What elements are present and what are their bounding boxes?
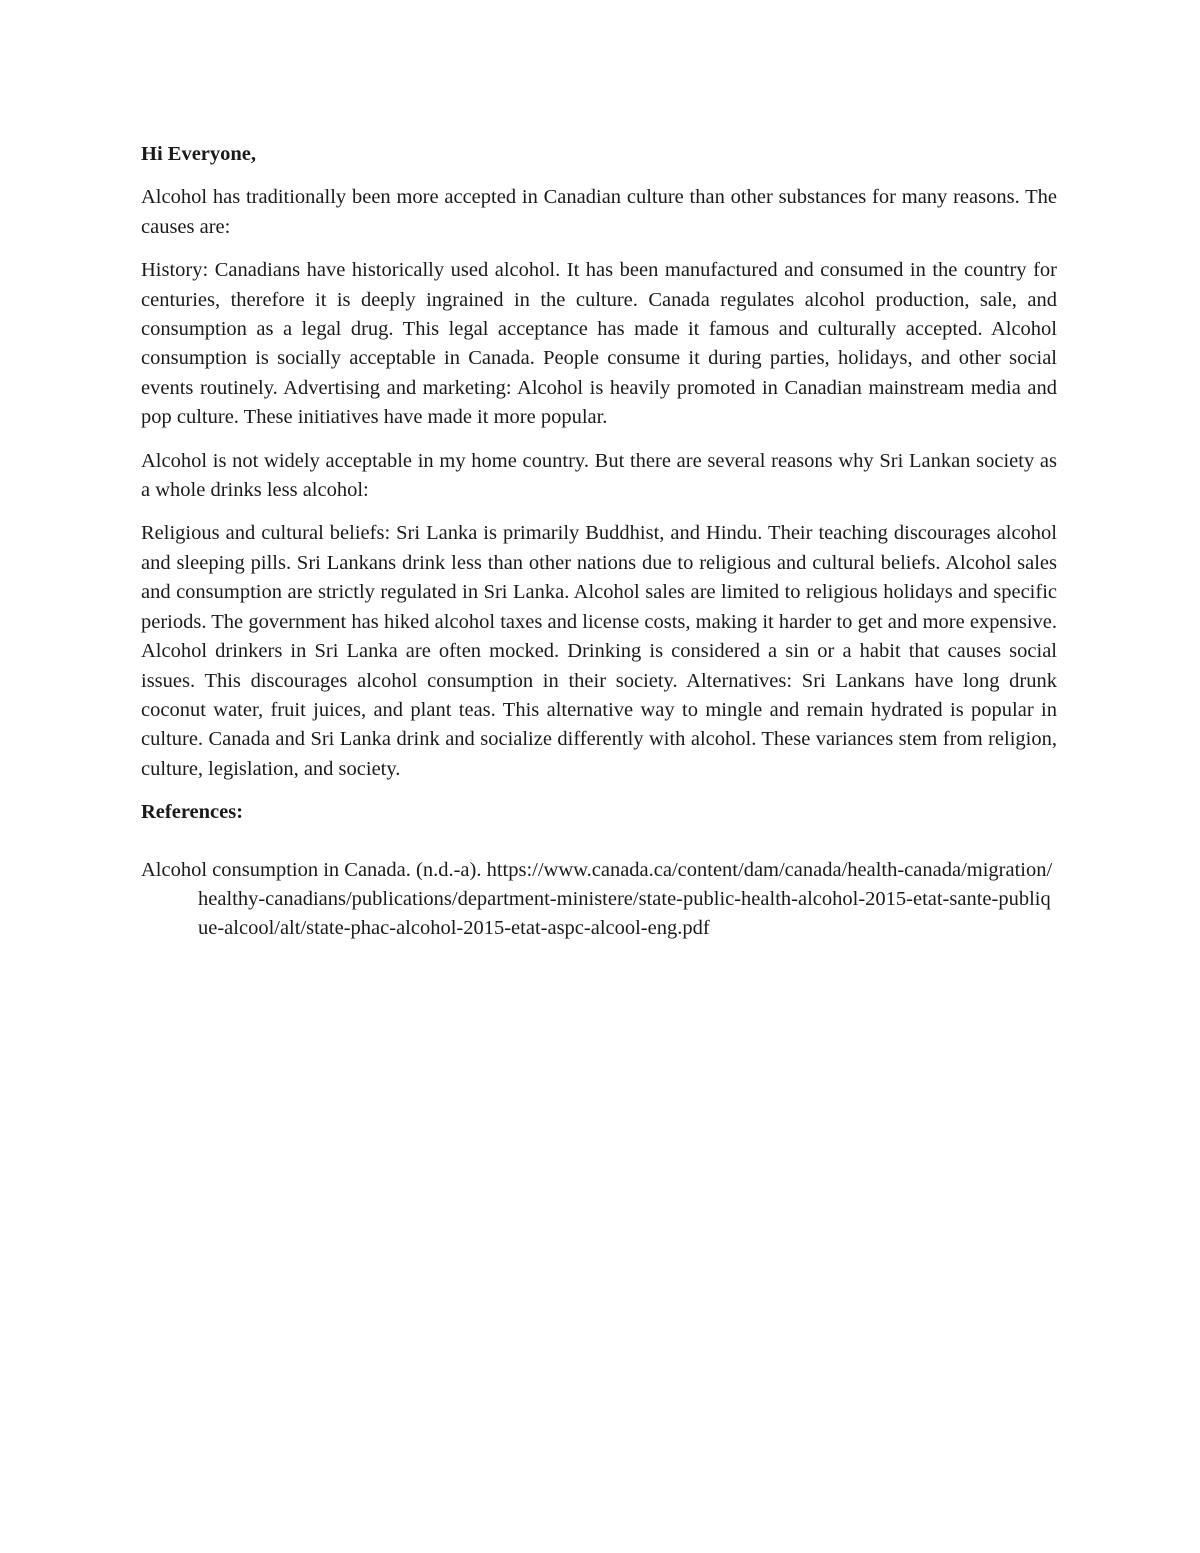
paragraph-home-country: Alcohol is not widely acceptable in my home country. But there are several reasons why Sri Lankan society as a whole drinks less alcohol: [141,449,1057,502]
paragraph-history: History: Canadians have historically used alcohol. It has been manufactured and consumed in the country for centuries, therefore it is deeply ingrained in the culture. Canada regulates alcohol production, sale, and consumption as a legal drug. This legal acceptance has made it famous and culturally accepted. Alcohol consumption is socially acceptable in Canada. People consume it during parties, holidays, and other social events routinely. Advertising and marketing: Alcohol is heavily promoted in Canadian mainstream media and pop culture. These initiatives have made it more popular. [141,259,1057,429]
paragraph-intro: Alcohol has traditionally been more accepted in Canadian culture than other substances for many reasons. The causes are: [141,186,1057,238]
greeting: Hi Everyone, [141,143,257,165]
document-body [141,140,1057,944]
paragraph-religious-cultural: Religious and cultural beliefs: Sri Lanka is primarily Buddhist, and Hindu. Their teaching discourages alcohol and sleeping pills. Sri Lankans drink less than other nations due to religious and cultural beliefs. Alcohol sales and consumption are strictly regulated in Sri Lanka. Alcohol sales are limited to religious holidays and specific periods. The government has hiked alcohol taxes and license costs, making it harder to get and more expensive. Alcohol drinkers in Sri Lanka are often mocked. Drinking is considered a sin or a habit that causes social issues. This discourages alcohol consumption in their society. Alternatives: Sri Lankans have long drunk coconut water, fruit juices, and plant teas. This alternative way to mingle and remain hydrated is popular in culture. Canada and Sri Lanka drink and socialize differently with alcohol. These variances stem from religion, culture, legislation, and society. [141,522,1057,780]
references-heading: References: [141,801,244,824]
reference-entry: Alcohol consumption in Canada. (n.d.-a). https://www.canada.ca/content/dam/canada/health-canada/migration/healthy-canadians/publications/department-ministere/state-public-health-alcohol-2015-etat-sante-publique-alcool/alt/state-phac-alcohol-2015-etat-aspc-alcool-eng.pdf [141,858,1053,940]
